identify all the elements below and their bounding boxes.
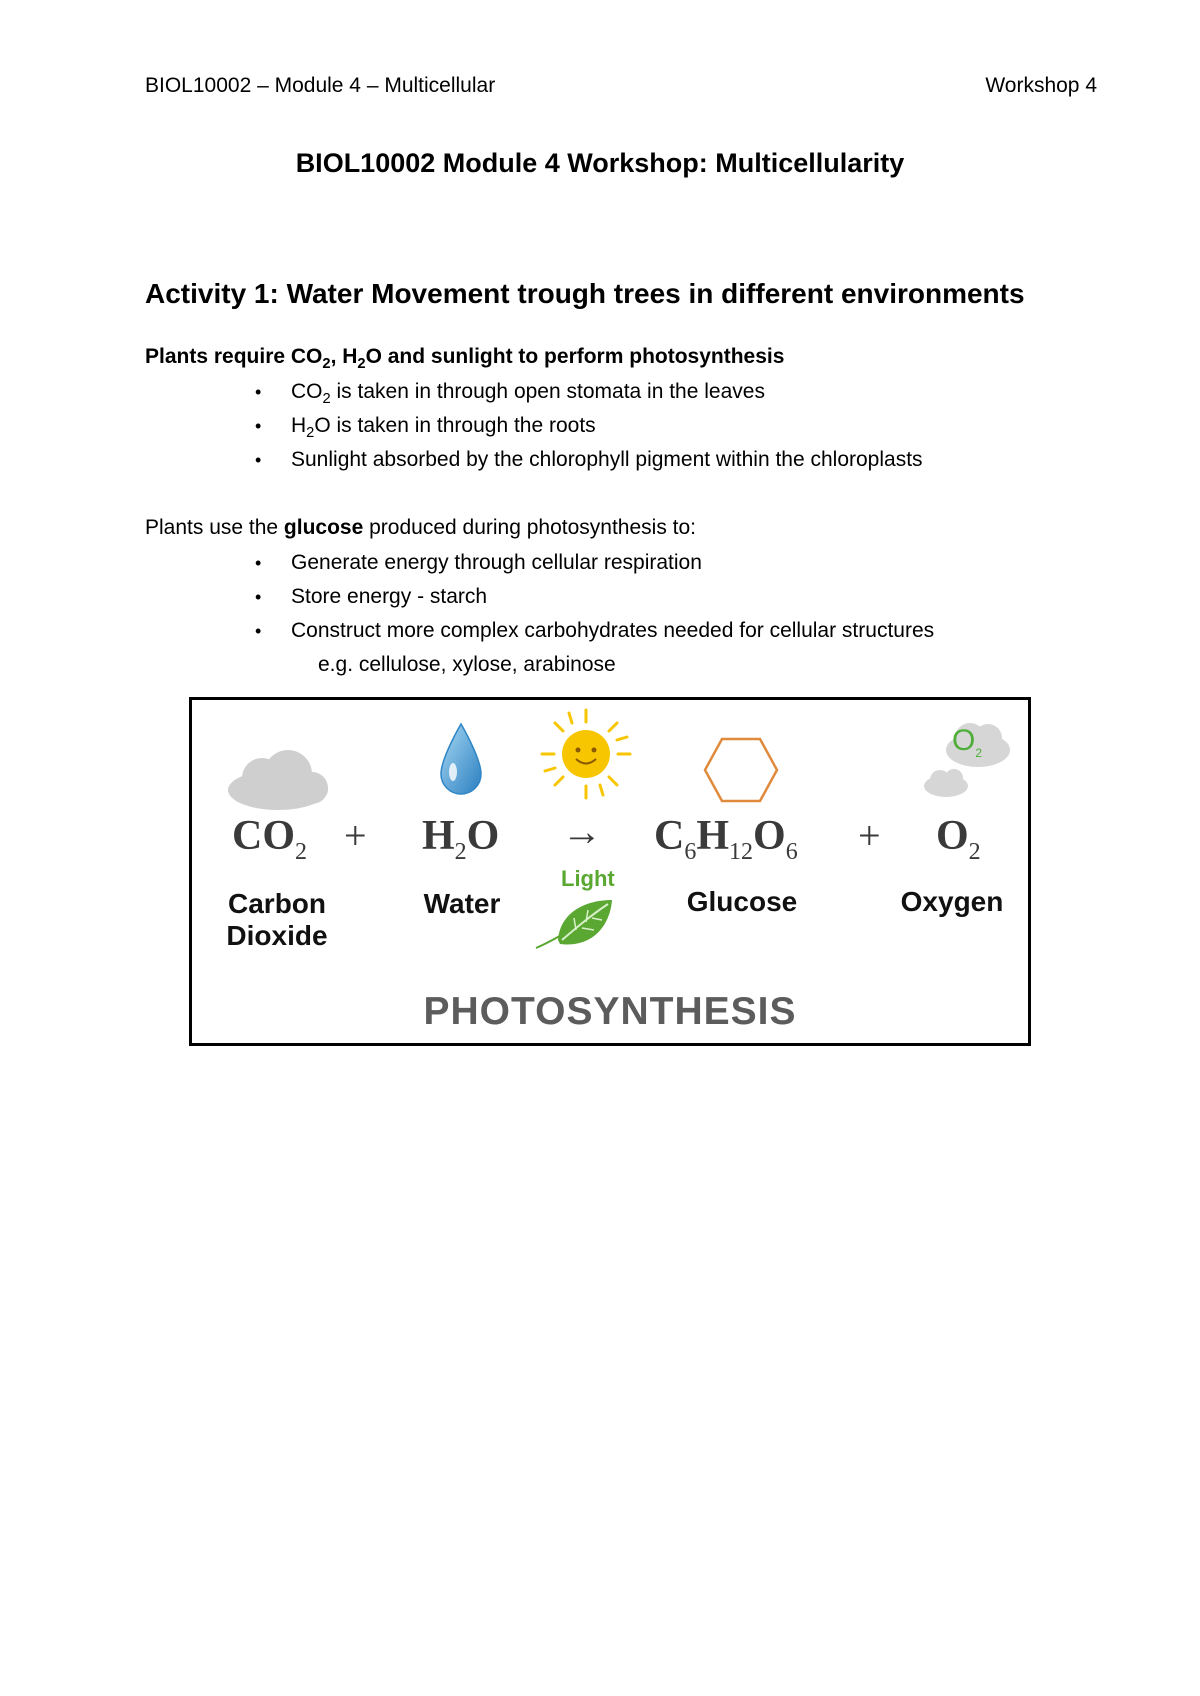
header-right: Workshop 4: [985, 74, 1097, 97]
reaction-arrow: →: [562, 809, 602, 854]
leaf-icon: [530, 896, 616, 954]
label-oxygen: Oxygen: [900, 886, 1004, 917]
figure-caption: PHOTOSYNTHESIS: [423, 990, 797, 1033]
glucose-formula: $C_6H_{12}O_6$: [654, 813, 798, 865]
plus-sign: +: [858, 813, 881, 858]
section1-heading: Plants require $CO_2$, $H_2O$ and sunlight to perform photosynthesis: [145, 345, 785, 373]
o2-formula: $O_2$: [936, 813, 981, 865]
hexagon-icon: [702, 736, 780, 804]
h2o-formula: $H_2O$: [422, 813, 500, 865]
section1-bullet-1: $CO_2$ is taken in through open stomata in the leaves: [291, 380, 765, 408]
co2-formula: $CO_2$: [232, 813, 307, 865]
bullet-glyph: •: [255, 553, 262, 573]
light-label: Light: [561, 866, 615, 891]
water-drop-icon: [437, 722, 485, 800]
label-water: Water: [423, 888, 501, 919]
bullet-glyph: •: [255, 450, 262, 470]
bullet-glyph: •: [255, 416, 262, 436]
section1-bullet-3: Sunlight absorbed by the chlorophyll pigment within the chloroplasts: [291, 448, 923, 471]
label-glucose: Glucose: [686, 886, 798, 917]
sun-icon: [540, 708, 632, 800]
plus-sign: +: [344, 813, 367, 858]
cloud-icon: [222, 750, 334, 814]
section2-bullet-3: Construct more complex carbohydrates needed for cellular structures: [291, 619, 935, 642]
activity-heading: Activity 1: Water Movement trough trees in different environments: [145, 278, 1025, 309]
bullet-glyph: •: [255, 587, 262, 607]
section2-bullet-2: Store energy - starch: [291, 585, 488, 608]
section2-example: e.g. cellulose, xylose, arabinose: [318, 653, 616, 676]
bullet-glyph: •: [255, 382, 262, 402]
header-left: BIOL10002 – Module 4 – Multicellular: [145, 74, 496, 97]
photosynthesis-figure: [189, 697, 1031, 1046]
label-carbon-dioxide: Carbon Dioxide: [226, 888, 328, 951]
page-title: BIOL10002 Module 4 Workshop: Multicellularity: [295, 148, 905, 178]
bullet-glyph: •: [255, 621, 262, 641]
section2-bullet-1: Generate energy through cellular respiration: [291, 551, 702, 574]
oxygen-cloud-label: $O_2$: [952, 724, 983, 760]
section1-bullet-2: $H_2O$ is taken in through the roots: [291, 414, 596, 442]
section2-intro: Plants use the glucose produced during photosynthesis to:: [145, 516, 696, 539]
